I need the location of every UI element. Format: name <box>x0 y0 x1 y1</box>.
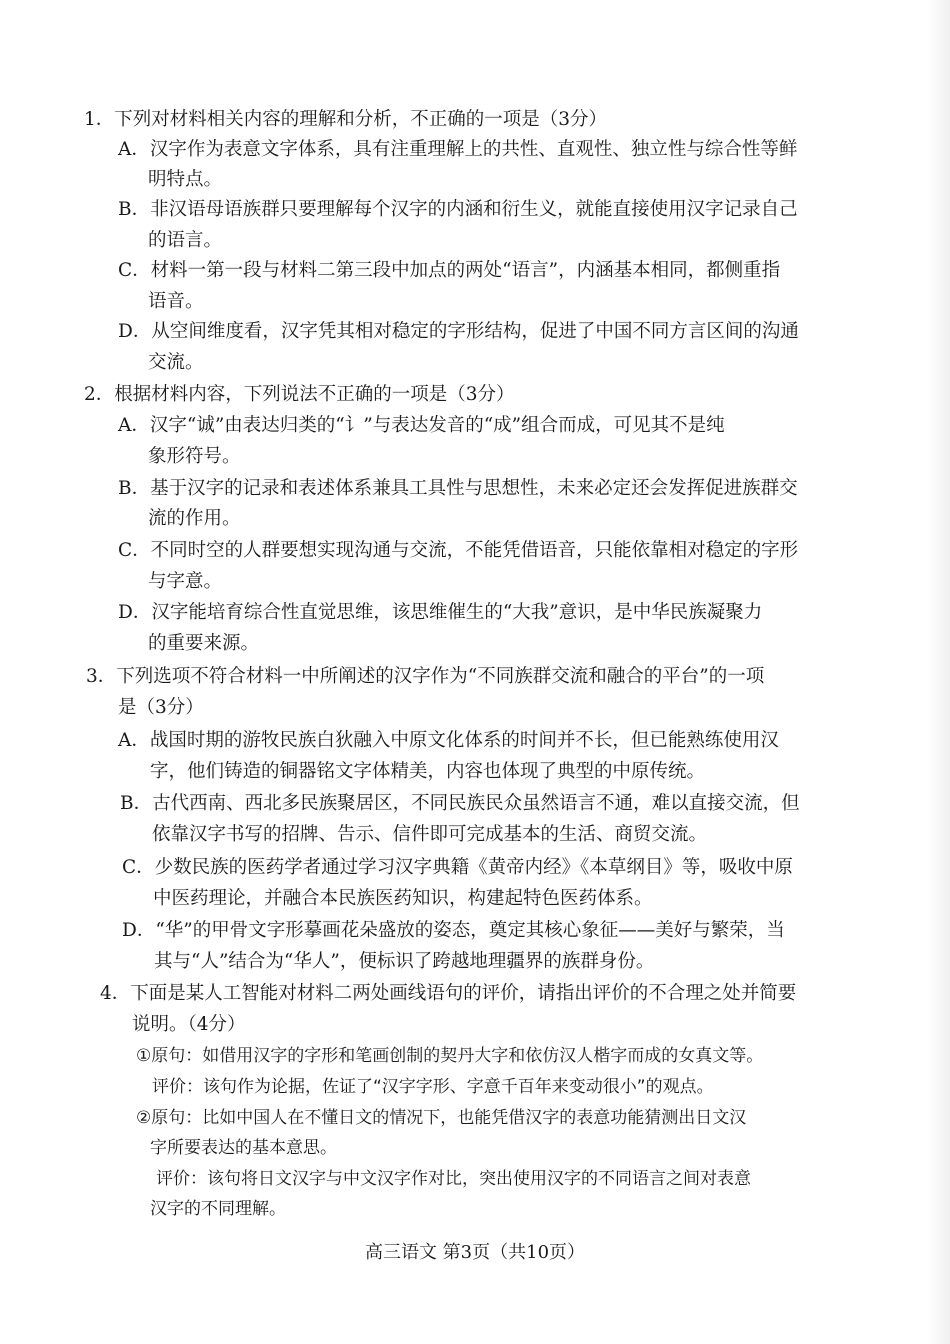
q4-item2-original-cont: 字所要表达的基本意思。 <box>150 1138 337 1158</box>
q1-option-a: A．汉字作为表意文字体系，具有注重理解上的共性、直观性、独立性与综合性等鲜 <box>118 139 798 160</box>
q1-option-a-cont: 明特点。 <box>148 169 223 190</box>
q3-option-c-cont: 中医药理论，并融合本民族医药知识，构建起特色医药体系。 <box>153 888 653 909</box>
q2-option-a: A．汉字“诚”由表达归类的“讠”与表达发音的“成”组合而成，可见其不是纯 <box>118 415 725 436</box>
q4-item2-review: 评价：该句将日文汉字与中文汉字作对比，突出使用汉字的不同语言之间对表意 <box>156 1169 751 1189</box>
q1-option-b-cont: 的语言。 <box>148 230 223 251</box>
q3-stem-cont: 是（3分） <box>118 697 204 718</box>
q4-item1-review: 评价：该句作为论据，佐证了“汉字字形、字意千百年来变动很小”的观点。 <box>152 1077 714 1097</box>
q3-option-d-cont: 其与“人”结合为“华人”，便标识了跨越地理疆界的族群身份。 <box>154 951 655 972</box>
q1-option-c: C．材料一第一段与材料二第三段中加点的两处“语言”，内涵基本相同，都侧重指 <box>118 260 781 281</box>
q1-option-b: B．非汉语母语族群只要理解每个汉字的内涵和衍生义，就能直接使用汉字记录自己 <box>118 199 798 220</box>
q3-option-a: A．战国时期的游牧民族白狄融入中原文化体系的时间并不长，但已能熟练使用汉 <box>118 730 779 751</box>
scan-edge-shadow <box>926 0 950 1344</box>
q4-item2-review-cont: 汉字的不同理解。 <box>150 1199 286 1219</box>
q1-option-d: D．从空间维度看，汉字凭其相对稳定的字形结构，促进了中国不同方言区间的沟通 <box>118 321 799 342</box>
q2-stem: 2．根据材料内容，下列说法不正确的一项是（3分） <box>84 384 515 405</box>
q3-option-c: C．少数民族的医药学者通过学习汉字典籍《黄帝内经》《本草纲目》等，吸收中原 <box>122 857 793 878</box>
q2-option-d-cont: 的重要来源。 <box>148 633 260 654</box>
q1-stem: 1．下列对材料相关内容的理解和分析，不正确的一项是（3分） <box>84 109 608 130</box>
page-footer: 高三语文 第3页（共10页） <box>364 1242 586 1263</box>
q2-option-b: B．基于汉字的记录和表述体系兼具工具性与思想性，未来必定还会发挥促进族群交 <box>118 478 798 499</box>
q1-option-d-cont: 交流。 <box>148 352 204 373</box>
q4-item1-original: ①原句：如借用汉字的字形和笔画创制的契丹大字和依仿汉人楷字而成的女真文等。 <box>136 1046 764 1066</box>
q4-item2-original: ②原句：比如中国人在不懂日文的情况下，也能凭借汉字的表意功能猜测出日文汉 <box>136 1108 747 1128</box>
q2-option-a-cont: 象形符号。 <box>148 446 241 467</box>
q2-option-c: C．不同时空的人群要想实现沟通与交流，不能凭借语音，只能依靠相对稳定的字形 <box>118 540 799 561</box>
q1-option-c-cont: 语音。 <box>148 291 204 312</box>
q2-option-d: D．汉字能培育综合性直觉思维，该思维催生的“大我”意识，是中华民族凝聚力 <box>118 602 763 623</box>
q3-option-d: D．“华”的甲骨文字形摹画花朵盛放的姿态，奠定其核心象征——美好与繁荣，当 <box>122 920 785 941</box>
q3-option-a-cont: 字，他们铸造的铜器铭文字体精美，内容也体现了典型的中原传统。 <box>150 761 706 782</box>
q4-stem: 4．下面是某人工智能对材料二两处画线语句的评价，请指出评价的不合理之处并简要 <box>100 983 797 1004</box>
q4-stem-cont: 说明。（4分） <box>132 1014 246 1035</box>
q3-option-b-cont: 依靠汉字书写的招牌、告示、信件即可完成基本的生活、商贸交流。 <box>152 824 708 845</box>
q2-option-b-cont: 流的作用。 <box>148 508 241 529</box>
q3-stem: 3．下列选项不符合材料一中所阐述的汉字作为“不同族群交流和融合的平台”的一项 <box>86 666 765 687</box>
q3-option-b: B．古代西南、西北多民族聚居区，不同民族民众虽然语言不通，难以直接交流，但 <box>120 793 800 814</box>
q2-option-c-cont: 与字意。 <box>148 571 223 592</box>
